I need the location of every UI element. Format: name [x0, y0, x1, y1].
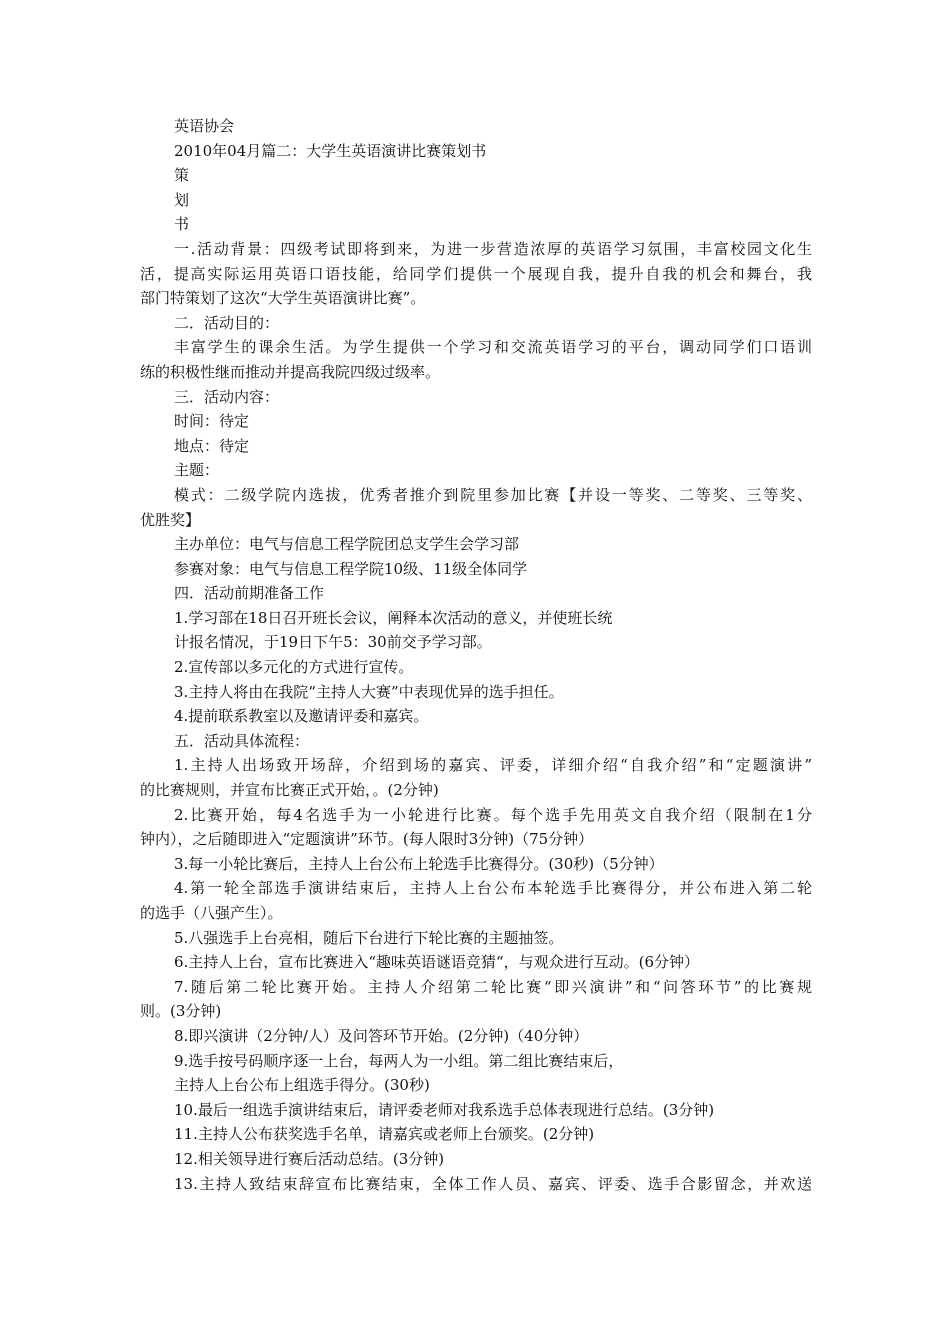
text-line: 主持人上台公布上组选手得分。(30秒): [174, 1076, 430, 1095]
text-line: 地点：待定: [174, 436, 250, 455]
text-line: 参赛对象：电气与信息工程学院10级、11级全体同学: [174, 559, 528, 578]
text-line: 书: [174, 215, 190, 234]
text-line: 2010年04月篇二：大学生英语演讲比赛策划书: [174, 141, 487, 160]
text-line: 1.学习部在18日召开班长会议，阐释本次活动的意义，并使班长统: [174, 608, 613, 627]
text-line: 2.比赛开始，每4名选手为一小轮进行比赛。每个选手先用英文自我介绍（限制在1分: [174, 805, 812, 824]
text-line: 部门特策划了这次“大学生英语演讲比赛”。: [140, 289, 426, 308]
text-line: 10.最后一组选手演讲结束后，请评委老师对我系选手总体表现进行总结。(3分钟): [174, 1100, 715, 1119]
text-line: 的比赛规则，并宣布比赛正式开始，。(2分钟): [140, 781, 439, 800]
text-line: 3.每一小轮比赛后，主持人上台公布上轮选手比赛得分。(30秒)（5分钟）: [174, 854, 664, 873]
text-line: 11.主持人公布获奖选手名单，请嘉宾或老师上台颁奖。(2分钟): [174, 1125, 595, 1144]
text-line: 活，提高实际运用英语口语技能，给同学们提供一个展现自我，提升自我的机会和舞台，我: [140, 264, 812, 283]
text-line: 8.即兴演讲（2分钟/人）及问答环节开始。(2分钟)（40分钟）: [174, 1026, 589, 1045]
text-line: 丰富学生的课余生活。为学生提供一个学习和交流英语学习的平台，调动同学们口语训: [174, 338, 812, 357]
text-line: 策: [174, 166, 190, 185]
text-line: 三．活动内容：: [174, 387, 280, 406]
text-line: 一.活动背景：四级考试即将到来，为进一步营造浓厚的英语学习氛围，丰富校园文化生: [174, 239, 812, 258]
text-line: 4.第一轮全部选手演讲结束后，主持人上台公布本轮选手比赛得分，并公布进入第二轮: [174, 879, 812, 898]
text-line: 二．活动目的：: [174, 313, 280, 332]
text-line: 主题：: [174, 461, 220, 480]
text-line: 则。(3分钟): [140, 1002, 222, 1021]
text-line: 13.主持人致结束辞宣布比赛结束，全体工作人员、嘉宾、评委、选手合影留念，并欢送: [174, 1174, 812, 1193]
text-line: 主办单位：电气与信息工程学院团总支学生会学习部: [174, 535, 520, 554]
text-line: 9.选手按号码顺序逐一上台，每两人为一小组。第二组比赛结束后，: [174, 1051, 624, 1070]
text-line: 12.相关领导进行赛后活动总结。(3分钟): [174, 1149, 445, 1168]
document-body: [140, 114, 812, 1196]
text-line: 划: [174, 190, 190, 209]
text-line: 6.主持人上台，宣布比赛进入“趣味英语谜语竞猜“，与观众进行互动。(6分钟）: [174, 953, 700, 972]
text-line: 3.主持人将由在我院“主持人大赛”中表现优异的选手担任。: [174, 682, 564, 701]
text-line: 的选手（八强产生）。: [140, 904, 283, 922]
text-line: 时间：待定: [174, 412, 250, 431]
text-line: 1.主持人出场致开场辞，介绍到场的嘉宾、评委，详细介绍“自我介绍”和“定题演讲”: [174, 756, 812, 775]
text-line: 2.宣传部以多元化的方式进行宣传。: [174, 658, 414, 677]
text-line: 7.随后第二轮比赛开始。主持人介绍第二轮比赛“即兴演讲”和“问答环节”的比赛规: [174, 977, 812, 996]
text-line: 4.提前联系教室以及邀请评委和嘉宾。: [174, 707, 429, 726]
text-line: 优胜奖】: [140, 510, 201, 529]
text-line: 5.八强选手上台亮相，随后下台进行下轮比赛的主题抽签。: [174, 928, 564, 947]
text-line: 钟内），之后随即进入“定题演讲”环节。(每人限时3分钟)（75分钟）: [140, 830, 594, 849]
text-line: 计报名情况，于19日下午5：30前交予学习部。: [174, 633, 492, 652]
text-line: 练的积极性继而推动并提高我院四级过级率。: [140, 362, 441, 381]
text-line: 英语协会: [174, 117, 235, 135]
text-line: 模式：二级学院内选拔，优秀者推介到院里参加比赛【并设一等奖、二等奖、三等奖、: [174, 485, 812, 504]
text-line: 四．活动前期准备工作: [174, 584, 325, 603]
text-line: 五．活动具体流程：: [174, 731, 310, 750]
